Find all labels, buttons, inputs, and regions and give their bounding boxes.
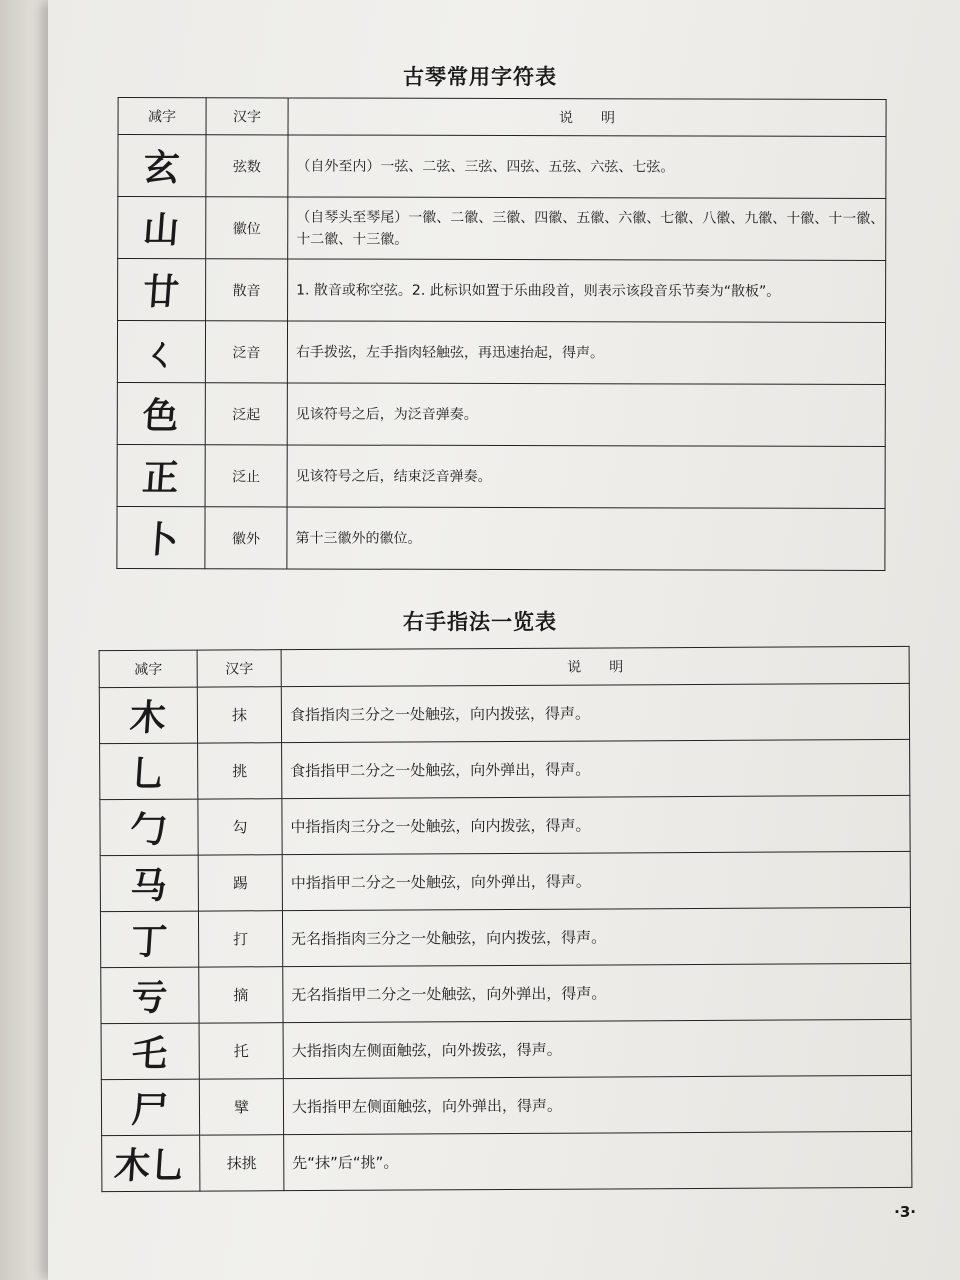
description-cell: 见该符号之后，结束泛音弹奏。 [287, 445, 885, 509]
table-header-row [99, 646, 909, 687]
hanzi-cell: 擘 [199, 1079, 283, 1135]
jianzi-cell [118, 134, 206, 196]
header-hanzi: 汉字 [206, 98, 288, 135]
jianzi-glyph: 卜 [141, 519, 181, 562]
header-hanzi: 汉字 [197, 650, 281, 687]
table-row [100, 851, 910, 911]
description-cell: 食指指肉三分之一处触弦，向内拨弦，得声。 [281, 683, 909, 742]
table1-title: 古琴常用字符表 [403, 65, 557, 89]
jianzi-glyph: 山 [142, 209, 182, 252]
jianzi-glyph: 木 [128, 696, 168, 739]
header-desc: 说 明 [281, 646, 909, 686]
hanzi-cell: 泛起 [205, 383, 287, 445]
hanzi-cell: 弦数 [206, 135, 288, 197]
jianzi-glyph: 玄 [142, 147, 182, 190]
jianzi-cell [118, 196, 206, 258]
description-cell: 中指指肉三分之一处触弦，向内拨弦，得声。 [282, 795, 910, 854]
jianzi-cell [100, 911, 198, 968]
hanzi-cell: 泛止 [205, 445, 287, 507]
jianzi-glyph: 木乚 [113, 1144, 188, 1188]
table-row [118, 134, 886, 198]
description-cell: 中指指甲二分之一处触弦，向外弹出，得声。 [282, 851, 910, 910]
description-cell: 大指指肉左侧面触弦，向外拨弦，得声。 [283, 1019, 911, 1078]
hanzi-cell: 徽位 [206, 197, 288, 259]
description-cell: 无名指指甲二分之一处触弦，向外弹出，得声。 [283, 963, 911, 1022]
jianzi-cell [117, 444, 205, 506]
table-row [102, 1131, 912, 1191]
description-cell: 无名指指肉三分之一处触弦，向内拨弦，得声。 [282, 907, 910, 966]
hanzi-cell: 勾 [198, 799, 282, 855]
jianzi-glyph: 乇 [130, 1032, 170, 1075]
jianzi-glyph: 马 [129, 864, 169, 907]
jianzi-cell [101, 967, 199, 1024]
description-cell: 右手拨弦，左手指肉轻触弦，再迅速抬起，得声。 [287, 321, 885, 385]
jianzi-glyph: 亏 [130, 976, 170, 1019]
hanzi-cell: 托 [199, 1023, 283, 1079]
table-row [117, 382, 885, 446]
table-row [117, 444, 885, 508]
table-row [117, 506, 885, 570]
hanzi-cell: 抹挑 [200, 1135, 284, 1191]
jianzi-cell [117, 506, 205, 568]
jianzi-glyph: 丁 [130, 920, 169, 963]
table-row [101, 1075, 911, 1135]
hanzi-cell: 徽外 [205, 507, 287, 569]
table-row [118, 196, 886, 260]
book-spine [0, 0, 48, 1280]
jianzi-cell [100, 855, 198, 912]
right-hand-fingering-table [99, 646, 913, 1192]
jianzi-cell [101, 1079, 199, 1136]
jianzi-cell [99, 687, 197, 744]
jianzi-glyph: 正 [141, 457, 181, 500]
jianzi-glyph: ㄑ [141, 333, 181, 376]
jianzi-glyph: 尸 [130, 1088, 170, 1131]
description-cell: 食指指甲二分之一处触弦，向外弹出，得声。 [282, 739, 910, 798]
table-row [118, 258, 886, 322]
description-cell: 先“抹”后“挑”。 [284, 1131, 912, 1190]
table-row [101, 1019, 911, 1079]
jianzi-cell [118, 258, 206, 320]
table-header-row [118, 97, 886, 136]
jianzi-cell [117, 320, 205, 382]
jianzi-cell [100, 799, 198, 856]
jianzi-cell [102, 1135, 200, 1192]
description-cell: 1. 散音或称空弦。2. 此标识如置于乐曲段首，则表示该段音乐节奏为“散板”。 [288, 259, 886, 323]
jianzi-glyph: 色 [141, 395, 181, 438]
hanzi-cell: 摘 [199, 967, 283, 1023]
table-row [117, 320, 885, 384]
description-cell: 第十三徽外的徽位。 [287, 507, 885, 571]
table-row [100, 907, 910, 967]
character-table [116, 97, 886, 571]
hanzi-cell: 打 [198, 911, 282, 967]
jianzi-glyph: 乚 [129, 752, 168, 795]
jianzi-cell [117, 382, 205, 444]
hanzi-cell: 挑 [198, 743, 282, 799]
header-jianzi: 减字 [118, 97, 206, 134]
hanzi-cell: 散音 [206, 259, 288, 321]
table-row [100, 739, 910, 799]
description-cell: 见该符号之后，为泛音弹奏。 [287, 383, 885, 447]
description-cell: 大指指甲左侧面触弦，向外弹出，得声。 [283, 1075, 911, 1134]
table-row [99, 683, 909, 743]
hanzi-cell: 泛音 [205, 321, 287, 383]
table-row [100, 795, 910, 855]
hanzi-cell: 踢 [198, 855, 282, 911]
jianzi-glyph: 廿 [141, 271, 181, 314]
description-cell: （自琴头至琴尾）一徽、二徽、三徽、四徽、五徽、六徽、七徽、八徽、九徽、十徽、十一徽、十二徽、十三徽。 [288, 197, 886, 261]
jianzi-glyph: 勹 [129, 808, 169, 851]
hanzi-cell: 抹 [197, 687, 281, 743]
table2-title: 右手指法一览表 [403, 610, 557, 634]
header-desc: 说 明 [288, 98, 886, 137]
table-row [101, 963, 911, 1023]
description-cell: （自外至内）一弦、二弦、三弦、四弦、五弦、六弦、七弦。 [288, 135, 886, 199]
jianzi-cell [101, 1023, 199, 1080]
header-jianzi: 减字 [99, 650, 197, 688]
jianzi-cell [100, 743, 198, 800]
page-number: ·3· [894, 1203, 916, 1221]
